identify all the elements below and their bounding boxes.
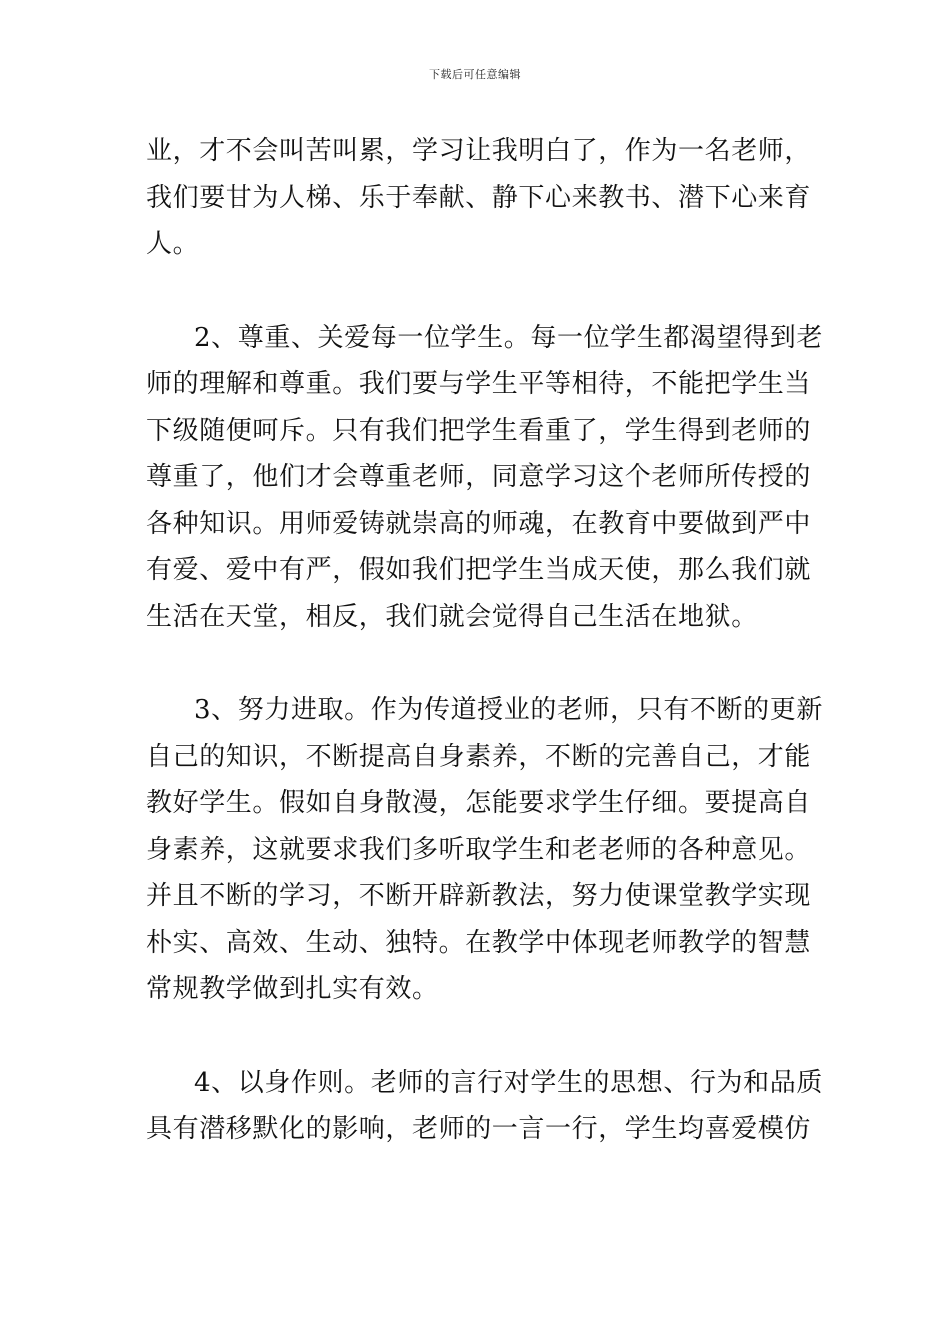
paragraph-continuation <box>146 128 816 268</box>
paragraph-item-3 <box>146 687 823 1013</box>
page-header-note: 下载后可任意编辑 <box>429 68 521 81</box>
text-line: 生活在天堂，相反，我们就会觉得自己生活在地狱。 <box>146 601 758 632</box>
text-line: 3、努力进取。作为传道授业的老师，只有不断的更新 <box>194 695 823 725</box>
text-line: 并且不断的学习，不断开辟新教法，努力使课堂教学实现 <box>146 881 812 911</box>
text-line: 有爱、爱中有严，假如我们把学生当成天使，那么我们就 <box>146 555 812 585</box>
paragraph-item-4 <box>146 1060 823 1153</box>
text-line: 具有潜移默化的影响，老师的一言一行，学生均喜爱模仿 <box>146 1114 812 1144</box>
paragraph-spacer <box>146 640 816 687</box>
text-line: 自己的知识，不断提高自身素养，不断的完善自己，才能 <box>146 741 812 772</box>
paragraph-spacer <box>146 1013 816 1060</box>
document-body <box>146 128 823 1153</box>
text-line: 师的理解和尊重。我们要与学生平等相待，不能把学生当 <box>146 369 812 399</box>
text-line: 教好学生。假如自身散漫，怎能要求学生仔细。要提高自 <box>146 788 812 818</box>
text-line: 朴实、高效、生动、独特。在教学中体现老师教学的智慧 <box>146 927 812 958</box>
text-line: 各种知识。用师爱铸就崇高的师魂，在教育中要做到严中 <box>146 508 812 539</box>
text-line: 下级随便呵斥。只有我们把学生看重了，学生得到老师的 <box>146 415 812 446</box>
paragraph-item-2 <box>146 315 823 641</box>
text-line: 业，才不会叫苦叫累，学习让我明白了，作为一名老师， <box>146 136 812 166</box>
paragraph-spacer <box>146 268 816 315</box>
text-line: 常规教学做到扎实有效。 <box>146 974 439 1004</box>
text-line: 人。 <box>146 229 200 259</box>
text-line: 身素养，这就要求我们多听取学生和老老师的各种意见。 <box>146 834 812 865</box>
text-line: 尊重了，他们才会尊重老师，同意学习这个老师所传授的 <box>146 462 812 492</box>
text-line: 4、以身作则。老师的言行对学生的思想、行为和品质 <box>194 1067 823 1098</box>
text-line: 我们要甘为人梯、乐于奉献、静下心来教书、潜下心来育 <box>146 182 812 213</box>
text-line: 2、尊重、关爱每一位学生。每一位学生都渴望得到老 <box>194 322 823 353</box>
